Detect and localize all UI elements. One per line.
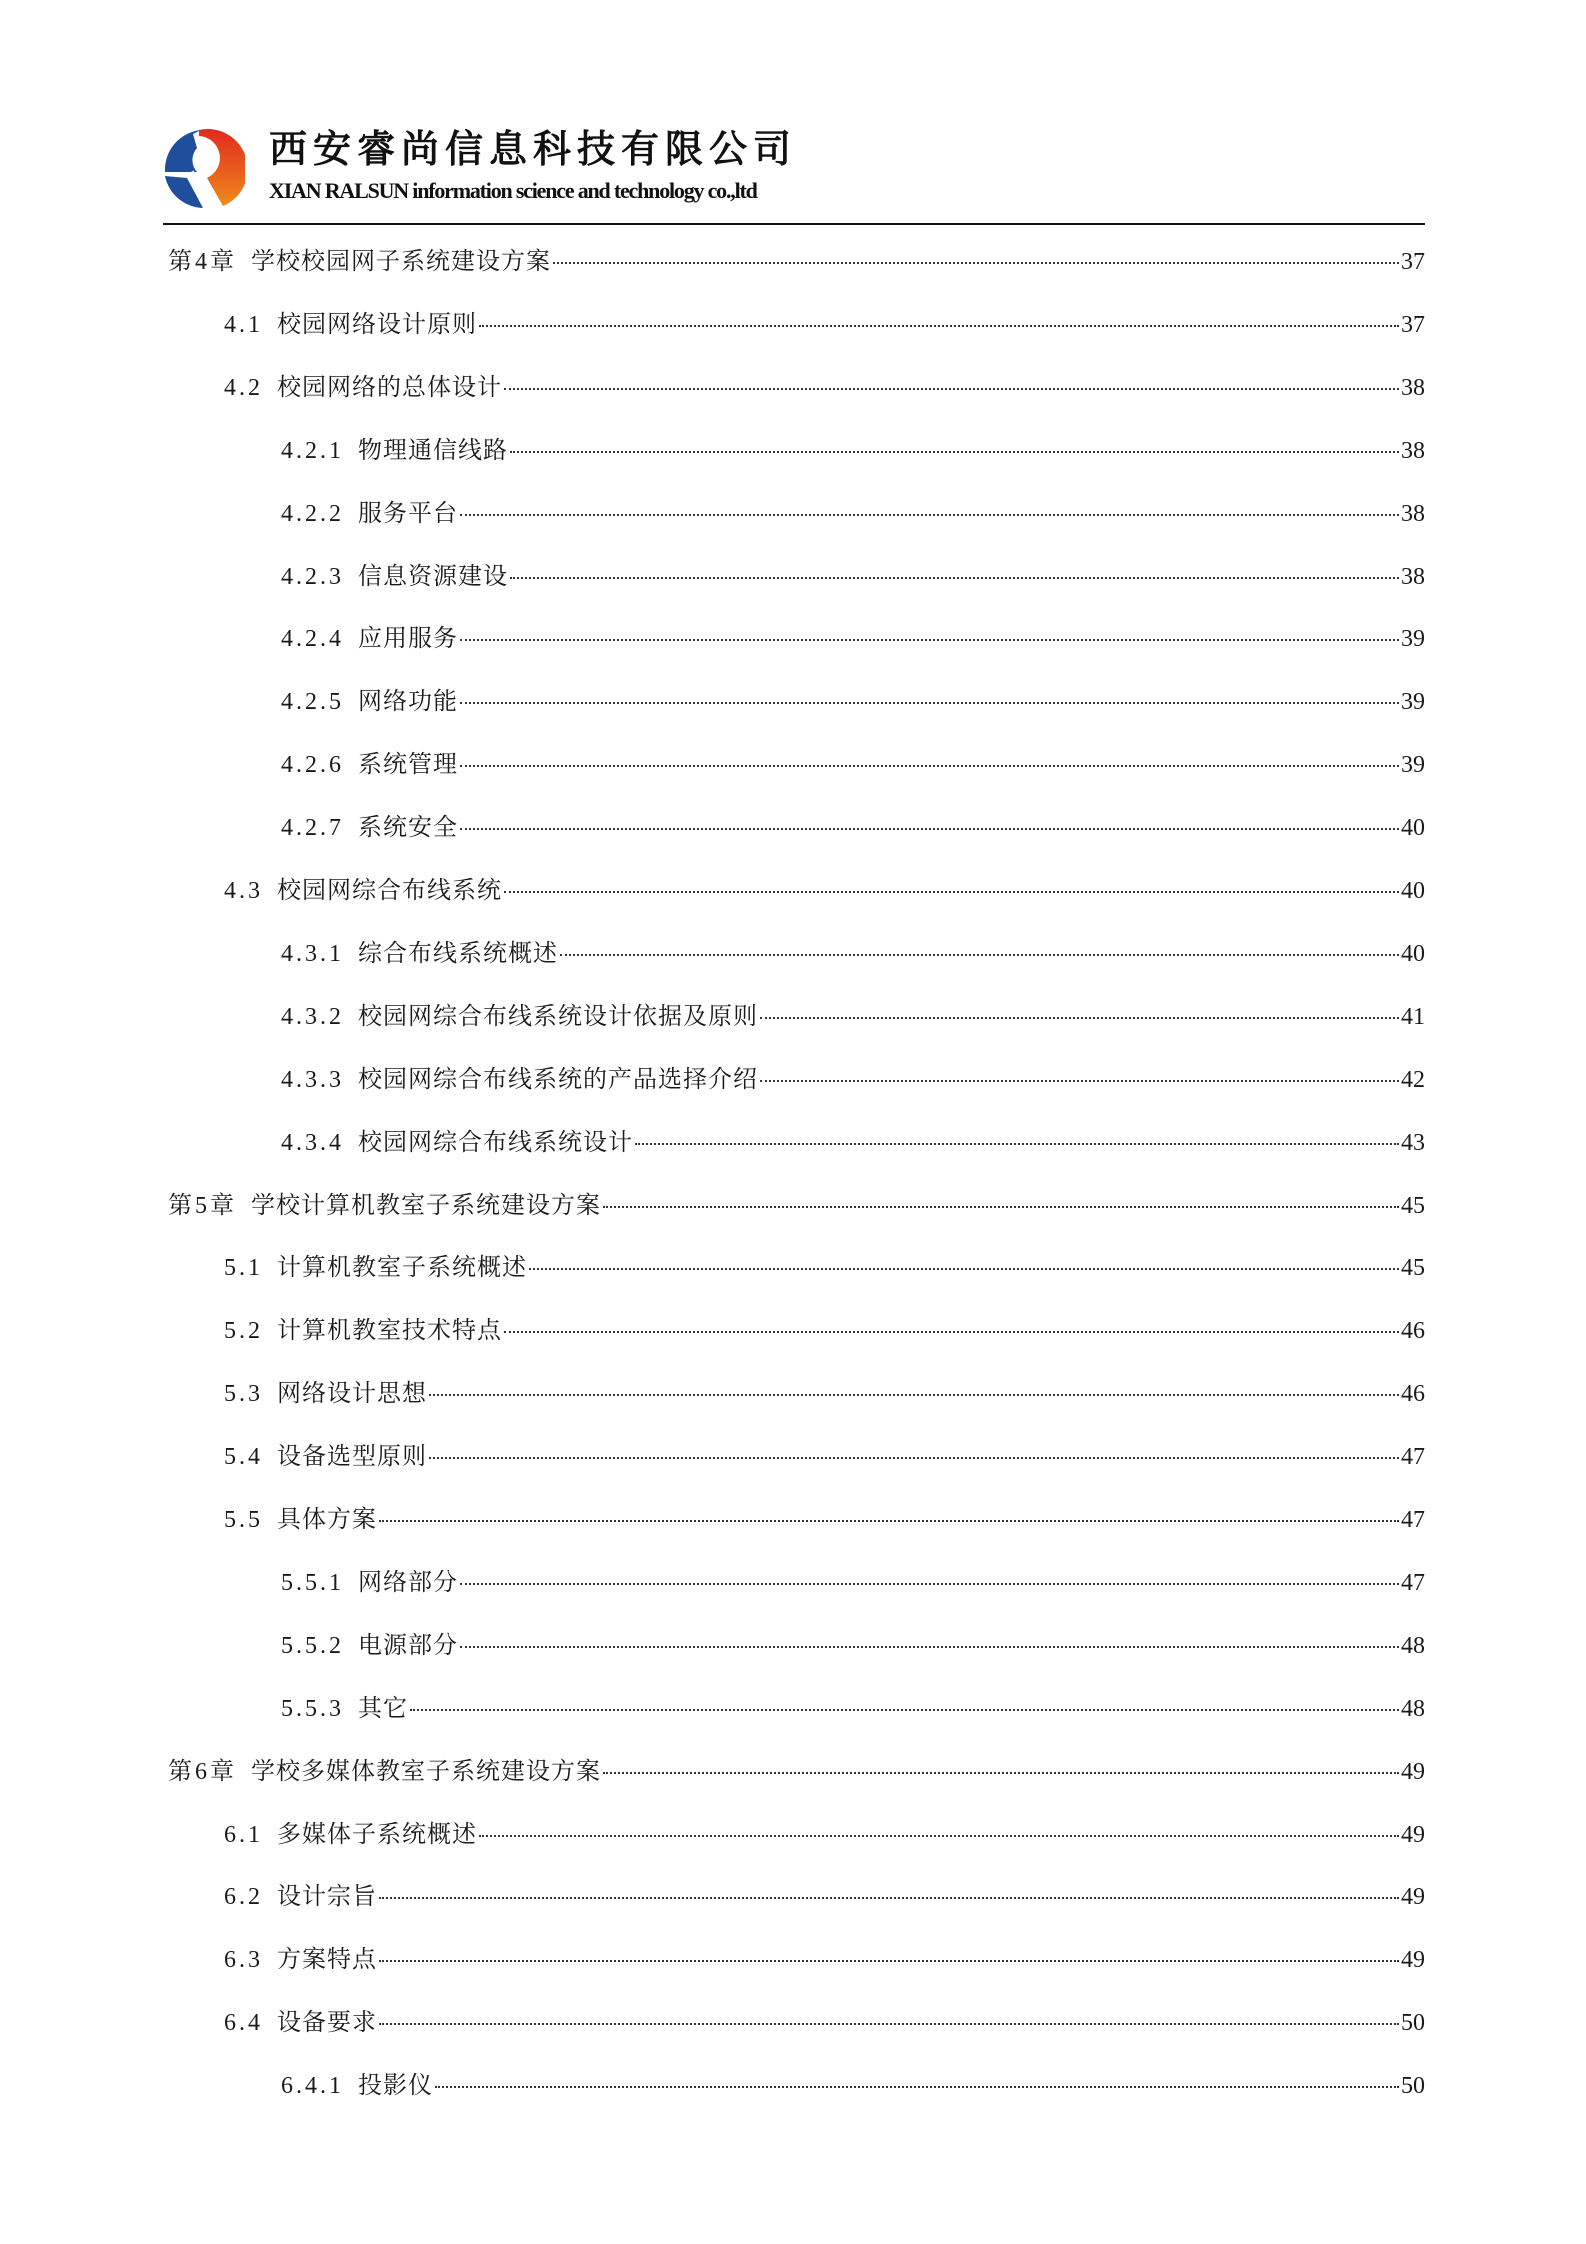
- toc-entry-page: 40: [1401, 878, 1425, 904]
- toc-entry-page: 42: [1401, 1066, 1425, 1093]
- toc-entry-title: 服务平台: [358, 500, 458, 527]
- toc-entry-number: 6.3: [224, 1947, 263, 1974]
- toc-entry[interactable]: [281, 1625, 1425, 1659]
- toc-entry-number: 5.1: [224, 1255, 263, 1282]
- toc-entry-title: 综合布线系统概述: [358, 940, 558, 967]
- dot-leader: [504, 1331, 1399, 1333]
- toc-entry-page: 43: [1401, 1129, 1425, 1156]
- toc-entry-number: 第5章: [168, 1192, 237, 1219]
- dot-leader: [504, 388, 1399, 390]
- toc-entry-title: 校园网综合布线系统设计依据及原则: [358, 1003, 758, 1030]
- toc-entry-number: 4.1: [224, 311, 263, 338]
- toc-entry-title: 应用服务: [358, 626, 458, 653]
- toc-entry-number: 5.4: [224, 1444, 263, 1471]
- toc-entry-page: 49: [1401, 1821, 1425, 1848]
- toc-entry-page: 49: [1401, 1758, 1425, 1785]
- dot-leader: [429, 1457, 1399, 1459]
- dot-leader: [603, 1206, 1399, 1208]
- dot-leader: [460, 828, 1399, 830]
- toc-entry-number: 6.1: [224, 1821, 263, 1848]
- toc-entry-page: 41: [1401, 1003, 1425, 1030]
- toc-entry-number: 5.5.2: [281, 1632, 344, 1659]
- dot-leader: [460, 765, 1399, 767]
- dot-leader: [460, 702, 1399, 704]
- company-name-en: XIAN RALSUN information science and technology co.,ltd: [269, 178, 757, 203]
- toc-entry[interactable]: [224, 1499, 1425, 1533]
- toc-entry-number: 5.5.3: [281, 1695, 344, 1722]
- toc-entry-number: 4.3.1: [281, 940, 344, 967]
- toc-entry-page: 49: [1401, 1947, 1425, 1974]
- dot-leader: [460, 1583, 1399, 1585]
- toc-entry-title: 信息资源建设: [358, 563, 508, 590]
- toc-entry[interactable]: [281, 1688, 1425, 1722]
- toc-entry-number: 4.3: [224, 878, 263, 904]
- toc-entry[interactable]: [281, 933, 1425, 967]
- company-name-cn: 西安睿尚信息科技有限公司: [269, 127, 798, 171]
- toc-entry[interactable]: [224, 1814, 1425, 1848]
- toc-entry-title: 网络设计思想: [277, 1381, 427, 1408]
- toc-entry-title: 设备要求: [277, 2010, 377, 2037]
- dot-leader: [529, 1268, 1399, 1270]
- toc-entry-number: 4.3.4: [281, 1129, 344, 1156]
- toc-entry[interactable]: [224, 870, 1425, 904]
- toc-entry-number: 6.4: [224, 2010, 263, 2037]
- toc-entry-page: 47: [1401, 1507, 1425, 1533]
- toc-entry[interactable]: [224, 1436, 1425, 1470]
- toc-entry-title: 物理通信线路: [358, 437, 508, 464]
- toc-entry[interactable]: [281, 1122, 1425, 1156]
- toc-entry-number: 4.2.3: [281, 563, 344, 590]
- toc-entry-page: 40: [1401, 940, 1425, 967]
- toc-entry-number: 6.2: [224, 1884, 263, 1911]
- toc-entry-title: 电源部分: [358, 1632, 458, 1659]
- toc-entry-title: 系统安全: [358, 815, 458, 842]
- toc-entry-number: 4.2.2: [281, 500, 344, 527]
- toc-entry-page: 50: [1401, 2010, 1425, 2037]
- toc-entry[interactable]: [224, 1373, 1425, 1407]
- toc-entry-title: 多媒体子系统概述: [277, 1821, 477, 1848]
- toc-entry-number: 4.2.5: [281, 689, 344, 716]
- toc-entry-title: 校园网络的总体设计: [277, 374, 502, 401]
- toc-entry[interactable]: [224, 2002, 1425, 2036]
- dot-leader: [460, 639, 1399, 641]
- dot-leader: [429, 1394, 1399, 1396]
- toc-entry-title: 学校多媒体教室子系统建设方案: [251, 1758, 601, 1785]
- toc-entry-number: 4.2.4: [281, 626, 344, 653]
- dot-leader: [560, 954, 1399, 956]
- toc-entry-title: 校园网络设计原则: [277, 311, 477, 338]
- toc-entry[interactable]: [281, 556, 1425, 590]
- toc-entry-number: 4.2.1: [281, 437, 344, 464]
- toc-entry-page: 38: [1401, 500, 1425, 527]
- toc-entry-page: 39: [1401, 752, 1425, 779]
- dot-leader: [435, 2086, 1399, 2088]
- toc-entry-page: 49: [1401, 1884, 1425, 1911]
- toc-entry-number: 4.2: [224, 374, 263, 401]
- toc-entry-title: 设备选型原则: [277, 1444, 427, 1471]
- toc-entry-number: 6.4.1: [281, 2073, 344, 2100]
- toc-entry-page: 48: [1401, 1632, 1425, 1659]
- toc-entry-title: 投影仪: [358, 2073, 433, 2100]
- dot-leader: [460, 1646, 1399, 1648]
- toc-entry[interactable]: [224, 1247, 1425, 1281]
- dot-leader: [760, 1017, 1399, 1019]
- toc-entry-title: 校园网综合布线系统: [277, 878, 502, 904]
- toc-entry-number: 5.2: [224, 1318, 263, 1345]
- toc-entry[interactable]: [224, 1939, 1425, 1973]
- company-logo-icon: [163, 128, 245, 210]
- header-divider: [163, 223, 1425, 225]
- toc-entry-page: 40: [1401, 815, 1425, 842]
- toc-entry-page: 47: [1401, 1444, 1425, 1471]
- toc-entry-page: 47: [1401, 1569, 1425, 1596]
- toc-entry-number: 5.5: [224, 1507, 263, 1533]
- toc-entry-page: 46: [1401, 1381, 1425, 1408]
- toc-entry[interactable]: [281, 2065, 1425, 2099]
- dot-leader: [510, 577, 1399, 579]
- toc-entry[interactable]: [281, 1059, 1425, 1093]
- toc-entry-title: 学校校园网子系统建设方案: [251, 249, 551, 275]
- toc-entry-number: 4.2.7: [281, 815, 344, 842]
- toc-entry-title: 计算机教室子系统概述: [277, 1255, 527, 1282]
- toc-entry-title: 网络部分: [358, 1569, 458, 1596]
- toc-entry-title: 校园网综合布线系统设计: [358, 1129, 633, 1156]
- toc-entry-page: 37: [1401, 249, 1425, 275]
- toc-entry-page: 38: [1401, 563, 1425, 590]
- toc-entry-number: 第6章: [168, 1758, 237, 1785]
- dot-leader: [379, 1520, 1399, 1522]
- dot-leader: [379, 1960, 1399, 1962]
- toc-entry-number: 4.3.2: [281, 1003, 344, 1030]
- toc-entry[interactable]: [224, 367, 1425, 401]
- toc-entry[interactable]: [168, 1751, 1425, 1785]
- dot-leader: [479, 1835, 1399, 1837]
- toc-entry[interactable]: [168, 1185, 1425, 1219]
- toc-entry-number: 5.3: [224, 1381, 263, 1408]
- dot-leader: [460, 514, 1399, 516]
- toc-entry[interactable]: [281, 493, 1425, 527]
- toc-entry[interactable]: [224, 1310, 1425, 1344]
- toc-entry-number: 第4章: [168, 249, 237, 275]
- dot-leader: [553, 262, 1399, 264]
- toc-entry-title: 计算机教室技术特点: [277, 1318, 502, 1345]
- toc-entry-title: 方案特点: [277, 1947, 377, 1974]
- toc-entry[interactable]: [168, 241, 1425, 275]
- toc-entry-page: 46: [1401, 1318, 1425, 1345]
- toc-entry-title: 学校计算机教室子系统建设方案: [251, 1192, 601, 1219]
- toc-entry[interactable]: [281, 807, 1425, 841]
- toc-entry-page: 38: [1401, 437, 1425, 464]
- dot-leader: [635, 1143, 1399, 1145]
- toc-entry[interactable]: [281, 1562, 1425, 1596]
- dot-leader: [760, 1080, 1399, 1082]
- toc-entry-page: 37: [1401, 311, 1425, 338]
- toc-entry-page: 45: [1401, 1192, 1425, 1219]
- toc-entry-number: 4.2.6: [281, 752, 344, 779]
- document-header: [163, 126, 1425, 224]
- dot-leader: [479, 325, 1399, 327]
- toc-entry[interactable]: [281, 996, 1425, 1030]
- toc-entry-title: 网络功能: [358, 689, 458, 716]
- toc-entry-number: 5.5.1: [281, 1569, 344, 1596]
- dot-leader: [510, 451, 1399, 453]
- toc-entry-page: 39: [1401, 689, 1425, 716]
- toc-entry-title: 具体方案: [277, 1507, 377, 1533]
- toc-entry-page: 38: [1401, 374, 1425, 401]
- toc-entry-page: 48: [1401, 1695, 1425, 1722]
- dot-leader: [504, 891, 1399, 893]
- toc-entry-number: 4.3.3: [281, 1066, 344, 1093]
- toc-entry[interactable]: [281, 430, 1425, 464]
- toc-entry[interactable]: [281, 681, 1425, 715]
- toc-entry[interactable]: [224, 304, 1425, 338]
- toc-entry-title: 其它: [358, 1695, 408, 1722]
- dot-leader: [410, 1709, 1399, 1711]
- toc-entry[interactable]: [281, 744, 1425, 778]
- toc-entry-title: 校园网综合布线系统的产品选择介绍: [358, 1066, 758, 1093]
- toc-entry-page: 39: [1401, 626, 1425, 653]
- toc-entry-title: 系统管理: [358, 752, 458, 779]
- toc-entry-title: 设计宗旨: [277, 1884, 377, 1911]
- dot-leader: [603, 1772, 1399, 1774]
- toc-entry[interactable]: [224, 1876, 1425, 1910]
- toc-entry[interactable]: [281, 618, 1425, 652]
- toc-entry-page: 45: [1401, 1255, 1425, 1282]
- dot-leader: [379, 2023, 1399, 2025]
- toc-entry-page: 50: [1401, 2073, 1425, 2100]
- dot-leader: [379, 1897, 1399, 1899]
